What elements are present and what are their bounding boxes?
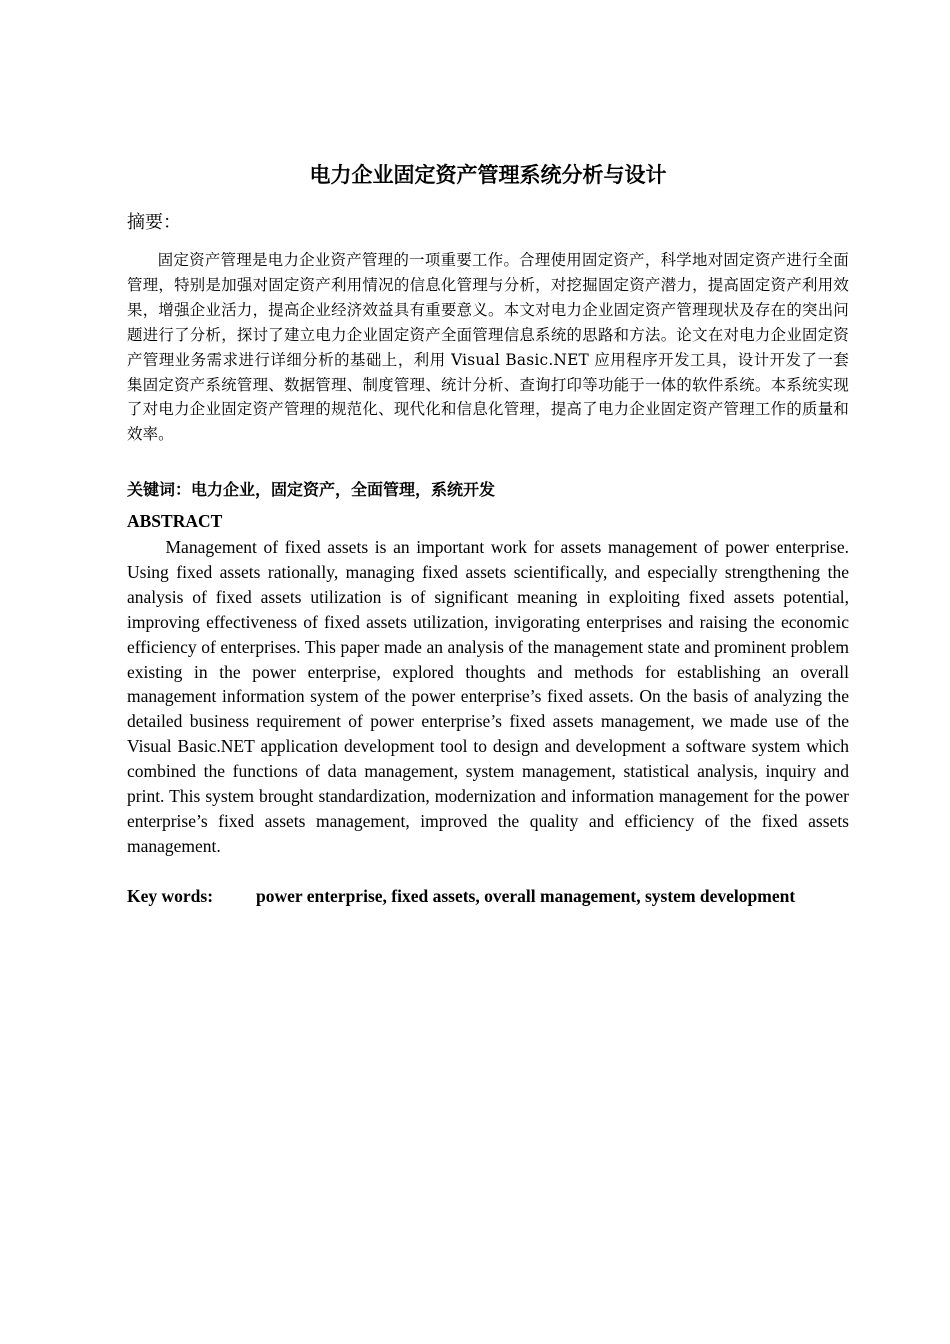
abstract-en-heading: ABSTRACT [127,511,223,531]
keywords-en-text: power enterprise, fixed assets, overall management, system development [256,886,796,906]
keywords-en-label: Key words: [127,886,214,906]
abstract-cn-body: 固定资产管理是电力企业资产管理的一项重要工作。合理使用固定资产，科学地对固定资产进行全面管理，特别是加强对固定资产利用情况的信息化管理与分析，对挖掘固定资产潜力，提高固定资产利用效果，增强企业活力，提高企业经济效益具有重要意义。本文对电力企业固定资产管理现状及存在的突出问题进行了分析，探讨了建立电力企业固定资产全面管理信息系统的思路和方法。论文在对电力企业固定资产管理业务需求进行详细分析的基础上，利用 Visual Basic.NET 应用程序开发工具，设计开发了一套集固定资产系统管理、数据管理、制度管理、统计分析、查询打印等功能于一体的软件系统。本系统实现了对电力企业固定资产管理的规范化、现代化和信息化管理，提高了电力企业固定资产管理工作的质量和效率。 [127,251,849,444]
keywords-en [127,884,849,909]
abstract-en-body: Management of fixed assets is an important work for assets management of power enterprise. Using fixed assets rationally, managing fixed assets scientifically, and especially strengthening the analysis of fixed assets utilization is of significant meaning in exploiting fixed assets potential, improving effectiveness of fixed assets utilization, invigorating enterprises and raising the economic efficiency of enterprises. This paper made an analysis of the management state and prominent problem existing in the power enterprise, explored thoughts and methods for establishing an overall management information system of the power enterprise’s fixed assets. On the basis of analyzing the detailed business requirement of power enterprise’s fixed assets management, we made use of the Visual Basic.NET application development tool to design and development a software system which combined the functions of data management, system management, statistical analysis, inquiry and print. This system brought standardization, modernization and information management for the power enterprise’s fixed assets management, improved the quality and efficiency of the fixed assets management. [127,537,849,856]
paper-title: 电力企业固定资产管理系统分析与设计 [309,163,667,187]
abstract-cn-label: 摘要： [127,212,181,233]
keywords-cn: 关键词：电力企业，固定资产，全面管理，系统开发 [127,480,496,499]
